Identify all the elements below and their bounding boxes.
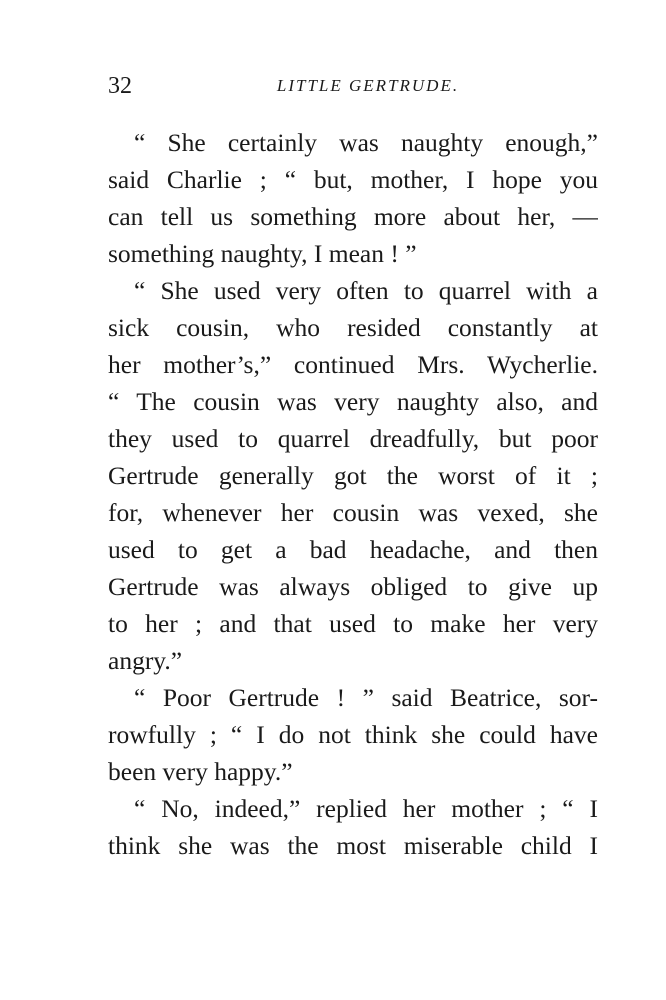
text-line: can tell us something more about her, — bbox=[108, 202, 598, 231]
text-line: “ She used very often to quarrel with a bbox=[134, 276, 598, 305]
page-header bbox=[108, 68, 598, 104]
text-line: said Charlie ; “ but, mother, I hope you bbox=[108, 165, 598, 194]
text-line: “ Poor Gertrude ! ” said Beatrice, sor- bbox=[134, 683, 598, 712]
text-line: for, whenever her cousin was vexed, she bbox=[108, 498, 598, 527]
text-line: Gertrude was always obliged to give up bbox=[108, 572, 598, 601]
text-line: sick cousin, who resided constantly at bbox=[108, 313, 598, 342]
text-line: “ The cousin was very naughty also, and bbox=[108, 387, 598, 416]
page-number: 32 bbox=[108, 73, 132, 99]
text-line: think she was the most miserable child I bbox=[108, 831, 598, 860]
text-line: her mother’s,” continued Mrs. Wycherlie. bbox=[108, 350, 598, 379]
text-line: “ No, indeed,” replied her mother ; “ I bbox=[134, 794, 598, 823]
text-line: angry.” bbox=[108, 646, 183, 675]
text-line: been very happy.” bbox=[108, 757, 293, 786]
body-text bbox=[108, 124, 598, 864]
running-title: LITTLE GERTRUDE. bbox=[276, 76, 460, 95]
text-line: something naughty, I mean ! ” bbox=[108, 239, 417, 268]
text-line: Gertrude generally got the worst of it ; bbox=[108, 461, 598, 490]
text-line: “ She certainly was naughty enough,” bbox=[134, 128, 598, 157]
text-line: rowfully ; “ I do not think she could have bbox=[108, 720, 598, 749]
text-line: to her ; and that used to make her very bbox=[108, 609, 598, 638]
text-line: used to get a bad headache, and then bbox=[108, 535, 598, 564]
text-line: they used to quarrel dreadfully, but poor bbox=[108, 424, 598, 453]
